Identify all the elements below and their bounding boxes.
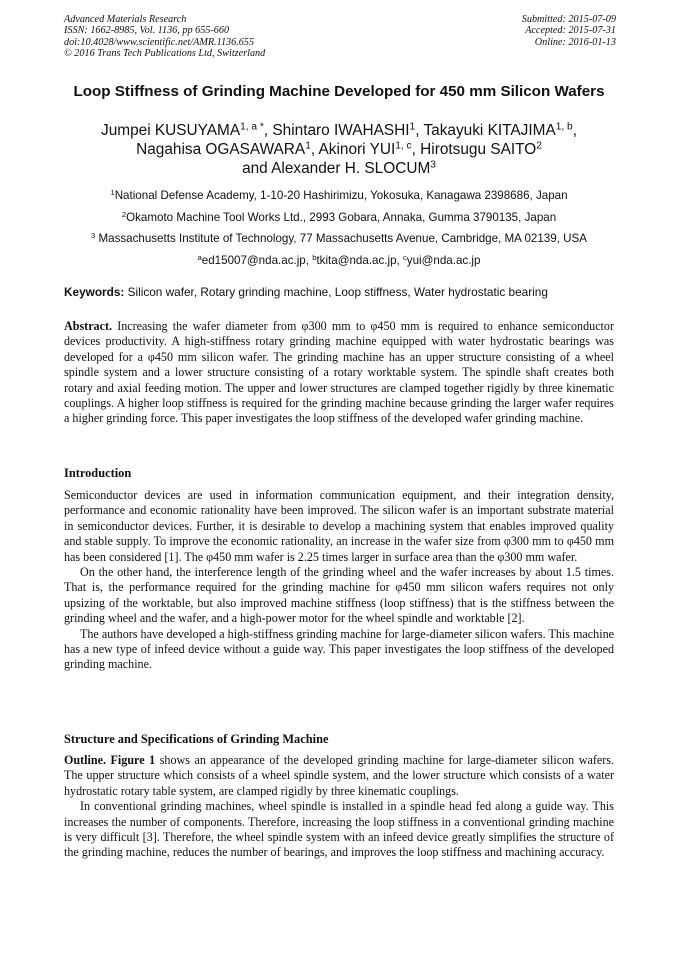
online-date: Online: 2016-01-13 — [534, 36, 616, 48]
structure-paragraph-2: In conventional grinding machines, wheel spindle is installed in a spindle head fed along a guide way. This increases the number of components. Therefore, increasing the loop stiffness in a conventional grinding machine is very difficult [3]. Therefore, the wheel spindle system with an infeed device greatly simplifies the structure of the grinding machine, reduces the number of bearings, and improves the loop stiffness and machining accuracy. — [64, 799, 614, 860]
intro-paragraph-2: On the other hand, the interference length of the grinding wheel and the wafer increases by about 1.5 times. That is, the performance required for the grinding machine for φ450 mm silicon wafers requires not only upsizing of the worktable, but also improved machine stiffness (loop stiffness) that is the stiffness between the grinding wheel and the wafer, and a high-power motor for the wheel spindle and worktable [2]. — [64, 565, 614, 626]
author-sup: 1 — [305, 140, 311, 152]
copyright-line: © 2016 Trans Tech Publications Ltd, Switzerland — [64, 48, 266, 60]
author-name: , Takayuki KITAJIMA — [415, 122, 556, 139]
abstract-text: Increasing the wafer diameter from φ300 mm to φ450 mm is required to enhance semiconductor devices productivity. A high-stiffness rotary grinding machine equipped with water hydrostatic bearings was developed for a φ450 mm silicon wafer. The grinding machine has an upper structure consisting of a wheel spindle system and a lower structure consisting of a rotary worktable system. The spindle shaft creates both rotary and axial feeding motion. The upper and lower structures are clamped together rigidly by three kinematic couplings. A higher loop stiffness is required for the grinding machine because grinding the larger wafer requires a higher grinding force. This paper investigates the loop stiffness of the developed wafer grinding machine. — [64, 319, 614, 426]
email-b[interactable]: tkita@nda.ac.jp, — [316, 253, 403, 267]
structure-section — [64, 753, 614, 861]
paper-title: Loop Stiffness of Grinding Machine Developed for 450 mm Silicon Wafers — [73, 83, 605, 100]
author-list — [64, 121, 614, 178]
accepted-date: Accepted: 2015-07-31 — [525, 25, 616, 37]
submitted-date: Submitted: 2015-07-09 — [521, 14, 616, 25]
keywords-label: Keywords: — [64, 285, 125, 299]
introduction-heading: Introduction — [64, 466, 132, 480]
intro-paragraph-3: The authors have developed a high-stiffness grinding machine for large-diameter silicon wafers. This machine has a new type of infeed device without a guide way. This paper investigates the loop stiffness of the developed grinding machine. — [64, 626, 614, 672]
abstract-label: Abstract. — [64, 319, 113, 333]
affiliation-3: $^3$ Massachusetts Institute of Technology, 77 Massachusetts Avenue, Cambridge, MA 02139, USA — [91, 230, 587, 245]
dates-info — [522, 14, 616, 48]
issn-line: ISSN: 1662-8985, Vol. 1136, pp 655-660 — [64, 25, 230, 37]
author-line-1 — [64, 121, 614, 140]
author-name: and Alexander H. SLOCUM — [242, 160, 431, 177]
introduction-section — [64, 488, 614, 673]
author-sup: 1, c — [395, 140, 412, 152]
structure-heading: Structure and Specifications of Grinding Machine — [64, 732, 329, 746]
email-list: $^a$ed15007@nda.ac.jp, $^b$tkita@nda.ac.jp, $^c$yui@nda.ac.jp — [197, 252, 481, 267]
author-sup: 3 — [430, 159, 436, 171]
author-sup: 1, b — [555, 121, 573, 133]
author-sup: 1 — [409, 121, 416, 133]
journal-name: Advanced Materials Research — [64, 14, 187, 25]
email-c[interactable]: yui@nda.ac.jp — [406, 253, 481, 267]
email-a[interactable]: ed15007@nda.ac.jp, — [201, 253, 313, 267]
keywords-text: Silicon wafer, Rotary grinding machine, Loop stiffness, Water hydrostatic bearing — [124, 285, 548, 299]
author-name: Jumpei KUSUYAMA — [101, 122, 241, 139]
author-name: Nagahisa OGASAWARA — [136, 141, 306, 158]
author-sup: 2 — [536, 140, 542, 152]
author-sup: 1, a * — [240, 121, 264, 133]
journal-info — [64, 14, 265, 60]
abstract — [64, 319, 614, 427]
doi-line: doi:10.4028/www.scientific.net/AMR.1136.655 — [64, 36, 255, 48]
affiliation-1: $^1$National Defense Academy, 1-10-20 Hashirimizu, Yokosuka, Kanagawa 2398686, Japan — [110, 187, 568, 202]
structure-paragraph-1: Outline. Figure 1 shows an appearance of the developed grinding machine for large-diameter silicon wafers. The upper structure which consists of a wheel spindle system, and the lower structure which consists of a water hydrostatic rotary table system, are clamped rigidly by three kinematic couplings. — [64, 753, 614, 798]
author-sep: , — [572, 122, 577, 139]
keywords — [64, 285, 624, 299]
affiliation-2: $^2$Okamoto Machine Tool Works Ltd., 2993 Gobara, Annaka, Gumma 3790135, Japan — [121, 209, 557, 224]
author-line-2 — [64, 140, 614, 159]
author-line-3 — [64, 159, 614, 178]
author-name: , Akinori YUI — [310, 141, 396, 158]
author-name: , Hirotsugu SAITO — [411, 141, 537, 158]
author-name: , Shintaro IWAHASHI — [263, 122, 410, 139]
affiliations — [40, 185, 638, 271]
intro-paragraph-1: Semiconductor devices are used in information communication equipment, and their integration density, performance and economic rationality have been improved. The silicon wafer is an important substrate material in semiconductor devices. Further, it is desirable to develop a machining system that enables improved quality and stable supply. To improve the economic rationality, an increase in the wafer size from φ300 mm to φ450 mm has been considered [1]. The φ450 mm wafer is 2.25 times larger in surface area than the φ300 mm wafer. — [64, 488, 614, 564]
outline-lead: Outline. Figure 1 — [64, 753, 156, 767]
